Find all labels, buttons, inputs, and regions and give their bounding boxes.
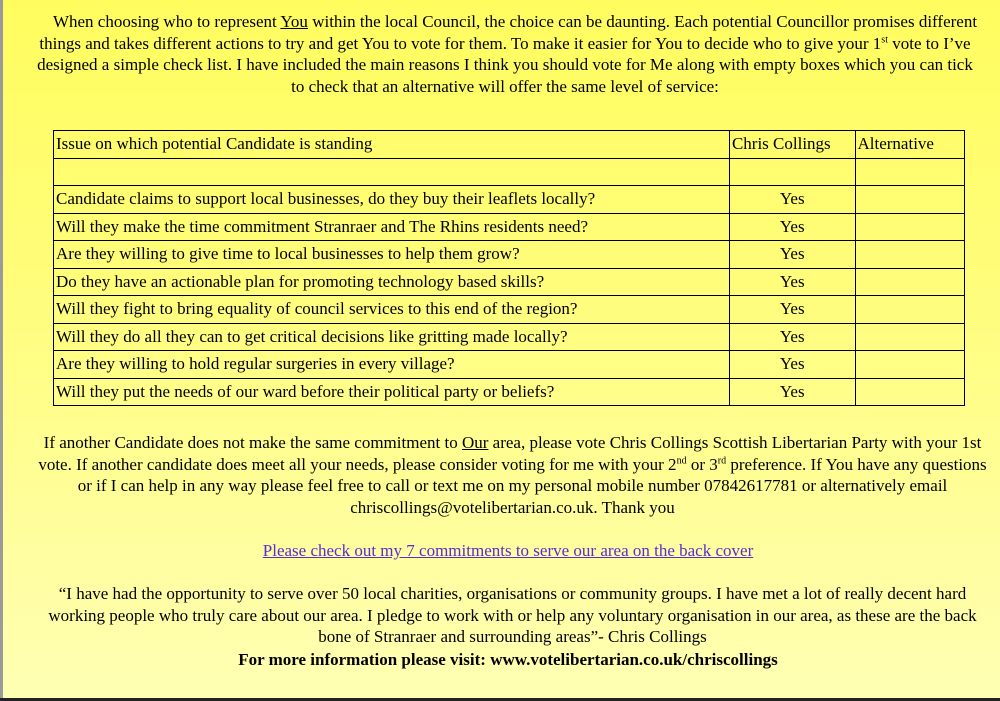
outro-our: Our <box>461 433 489 452</box>
answer-cell: Yes <box>729 186 855 214</box>
header-alternative: Alternative <box>855 131 965 159</box>
issue-cell: Are they willing to give time to local businesses to help them grow? <box>54 241 730 269</box>
table-row <box>54 378 965 406</box>
outro-text-3: or 3 <box>686 454 718 474</box>
table-row <box>54 186 965 214</box>
table-empty-row <box>54 158 965 186</box>
issue-cell: Will they make the time commitment Stranraer and The Rhins residents need? <box>54 213 730 241</box>
empty-cell <box>855 158 965 186</box>
intro-text-3: vote to I’ve designed a simple check list. I have included the main reasons I think you should vote for Me along with empty boxes which you can tick to check that an alternative will offer the same level of service: <box>37 33 973 96</box>
table-row <box>54 351 965 379</box>
alternative-tick-box[interactable] <box>855 378 965 406</box>
table-row <box>54 213 965 241</box>
alternative-tick-box[interactable] <box>855 186 965 214</box>
intro-paragraph <box>30 11 980 97</box>
outro-text-4: preference. If You have any questions or if I can help in any way please feel free to call or text me on my personal mobile number 07842617781 or alternatively email chriscollings@votelibertarian.co.uk. Thank you <box>77 454 987 517</box>
table-header-row <box>54 131 965 159</box>
issue-cell: Candidate claims to support local businesses, do they buy their leaflets locally? <box>54 186 730 214</box>
alternative-tick-box[interactable] <box>855 351 965 379</box>
page-left-edge <box>0 0 3 701</box>
answer-cell: Yes <box>729 213 855 241</box>
table-row <box>54 296 965 324</box>
issue-cell: Will they do all they can to get critical decisions like gritting made locally? <box>54 323 730 351</box>
header-chris-collings: Chris Collings <box>729 131 855 159</box>
answer-cell: Yes <box>729 323 855 351</box>
link-line <box>0 541 1000 561</box>
outro-text-2: area, please vote Chris Collings Scottish Libertarian Party with your 1st vote. If another candidate does meet all your needs, please consider voting for me with your 2 <box>38 433 982 474</box>
intro-sup-st: st <box>881 33 888 45</box>
answer-cell: Yes <box>729 241 855 269</box>
more-info-line: For more information please visit: www.votelibertarian.co.uk/chriscollings <box>238 650 778 669</box>
back-cover-link[interactable]: Please check out my 7 commitments to serve our area on the back cover <box>262 541 754 560</box>
alternative-tick-box[interactable] <box>855 213 965 241</box>
table-row <box>54 323 965 351</box>
issue-cell: Will they put the needs of our ward before their political party or beliefs? <box>54 378 730 406</box>
answer-cell: Yes <box>729 378 855 406</box>
outro-text-1: If another Candidate does not make the same commitment to <box>43 433 462 452</box>
answer-cell: Yes <box>729 296 855 324</box>
outro-sup-rd: rd <box>717 454 727 466</box>
empty-cell <box>54 158 730 186</box>
alternative-tick-box[interactable] <box>855 323 965 351</box>
issue-cell: Do they have an actionable plan for promoting technology based skills? <box>54 268 730 296</box>
outro-sup-nd: nd <box>676 454 687 466</box>
header-issue: Issue on which potential Candidate is standing <box>54 131 730 159</box>
table-row <box>54 268 965 296</box>
answer-cell: Yes <box>729 268 855 296</box>
intro-you: You <box>280 12 308 31</box>
alternative-tick-box[interactable] <box>855 268 965 296</box>
alternative-tick-box[interactable] <box>855 296 965 324</box>
table-row <box>54 241 965 269</box>
intro-text-1: When choosing who to represent <box>52 12 281 31</box>
checklist-table <box>53 130 965 406</box>
outro-paragraph <box>30 432 995 518</box>
answer-cell: Yes <box>729 351 855 379</box>
alternative-tick-box[interactable] <box>855 241 965 269</box>
candidate-quote: “I have had the opportunity to serve over 50 local charities, organisations or community groups. I have met a lot of really decent hard working people who truly care about our area. I pledge to work with or help any voluntary organisation in our area, as these are the back bone of Stranraer and surrounding areas”- Chris Collings <box>48 584 977 646</box>
intro-text-2: within the local Council, the choice can be daunting. Each potential Councillor promises different things and takes different actions to try and get You to vote for them. To make it easier for You to decide who to give your 1 <box>39 12 978 53</box>
issue-cell: Are they willing to hold regular surgeries in every village? <box>54 351 730 379</box>
issue-cell: Will they fight to bring equality of council services to this end of the region? <box>54 296 730 324</box>
empty-cell <box>729 158 855 186</box>
